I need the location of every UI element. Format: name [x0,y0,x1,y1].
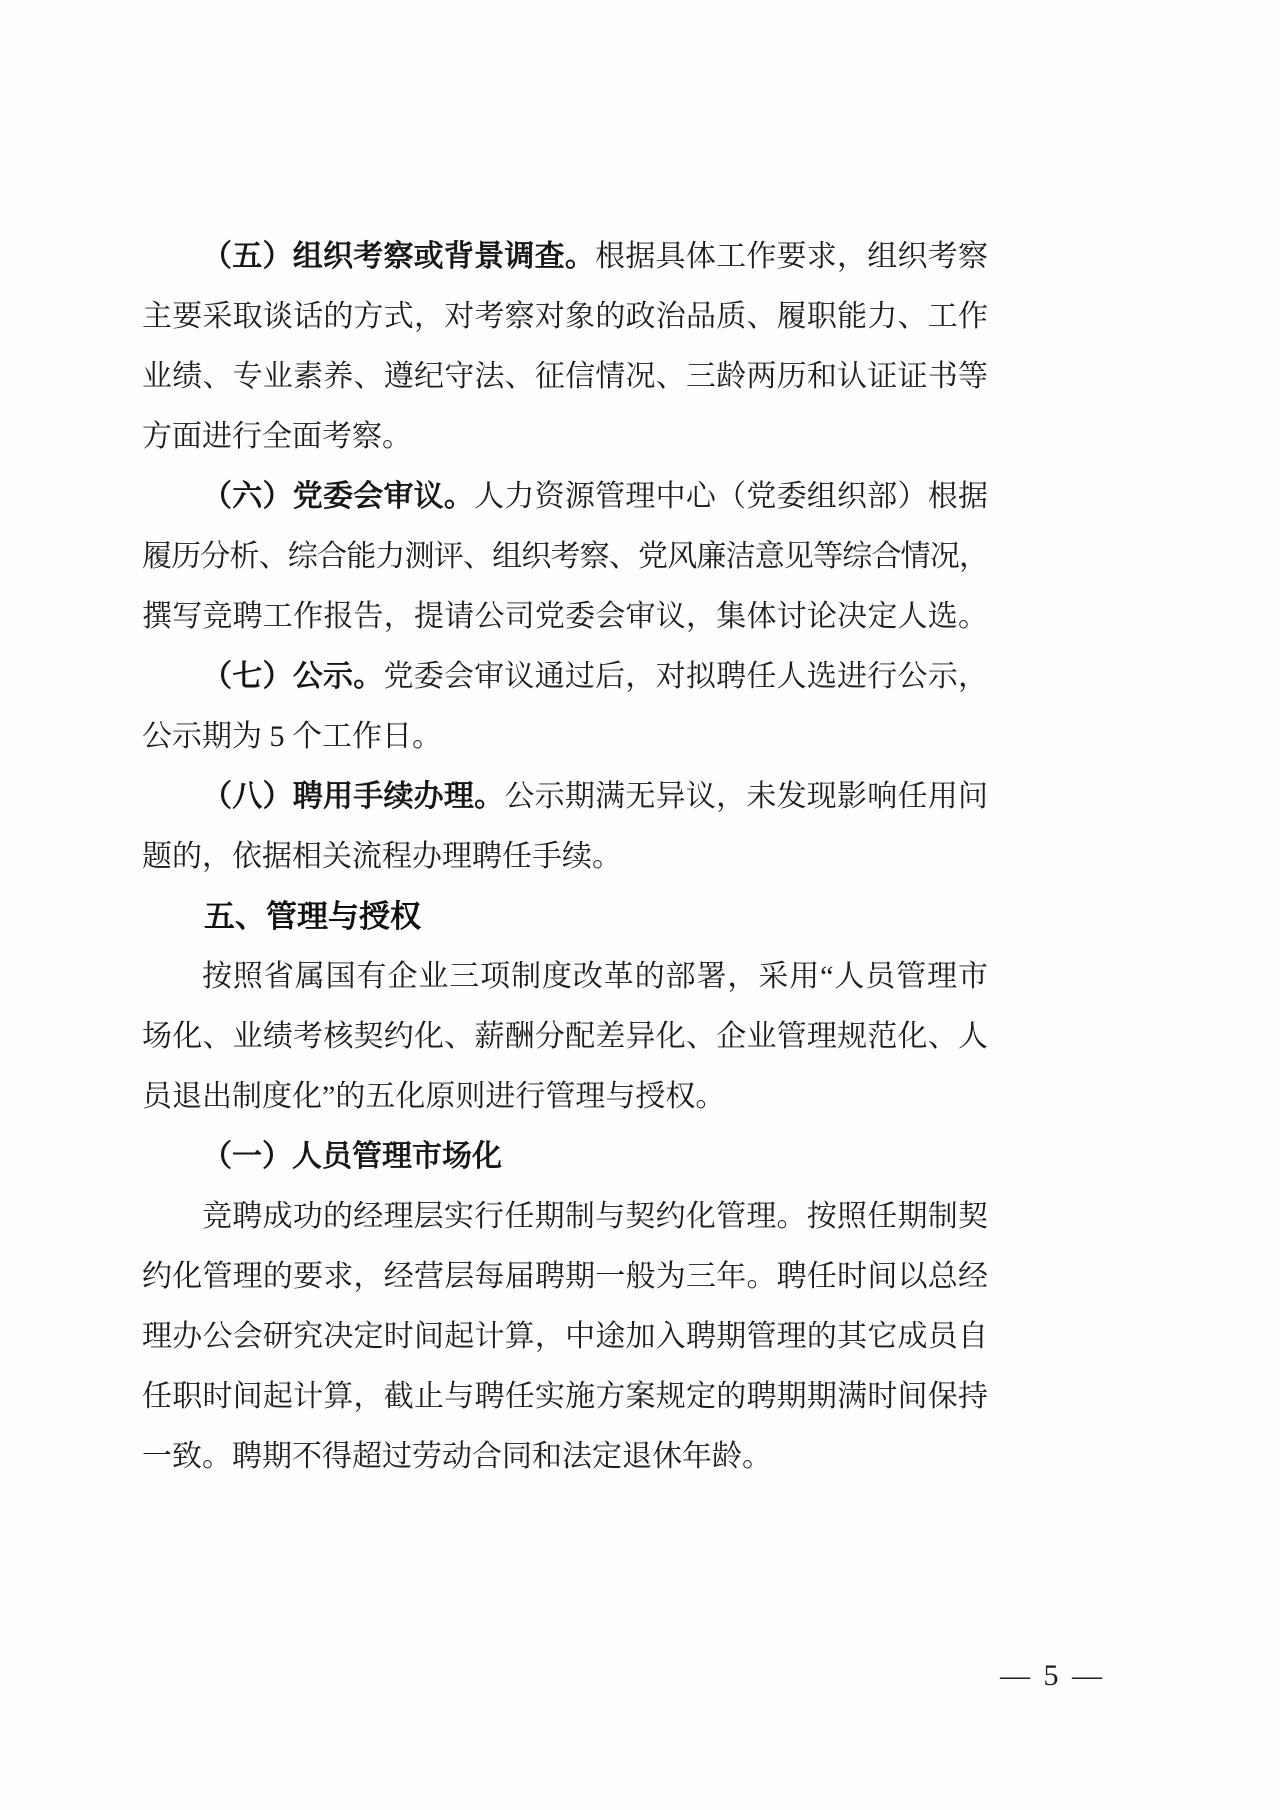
body-text: 履历分析、综合能力测评、组织考察、党风廉洁意见等综合情况， [142,540,988,573]
body-text: 主要采取谈话的方式，对考察对象的政治品质、履职能力、工作 [142,300,988,333]
text-line [142,1067,988,1127]
text-line [142,1187,988,1247]
section-heading [142,887,988,947]
text-line [142,1367,988,1427]
body-text: 场化、业绩考核契约化、薪酬分配差异化、企业管理规范化、人 [142,1020,988,1053]
page-number: — 5 — [1000,1659,1105,1692]
text-line [142,827,988,887]
text-line [142,287,988,347]
body-text: 公示期为 5 个工作日。 [142,720,442,753]
text-line [142,1427,988,1487]
text-line [142,527,988,587]
text-line [142,587,988,647]
body-text: 任职时间起计算，截止与聘任实施方案规定的聘期期满时间保持 [142,1380,988,1413]
body-text: 人力资源管理中心（党委组织部）根据 [474,480,989,513]
body-text: 党委会审议通过后，对拟聘任人选进行公示， [383,660,989,693]
text-line [142,707,988,767]
text-line [142,407,988,467]
body-text: 理办公会研究决定时间起计算，中途加入聘期管理的其它成员自 [142,1320,988,1353]
body-text: 一致。聘期不得超过劳动合同和法定退休年龄。 [142,1440,772,1473]
body-text: 题的，依据相关流程办理聘任手续。 [142,840,622,873]
body-text: 根据具体工作要求，组织考察 [595,240,989,273]
text-line [142,467,988,527]
body-text: 约化管理的要求，经营层每届聘期一般为三年。聘任时间以总经 [142,1260,988,1293]
text-line [142,1007,988,1067]
body-text: 公示期满无异议，未发现影响任用问 [504,780,989,813]
body-text: 竞聘成功的经理层实行任期制与契约化管理。按照任期制契 [202,1200,988,1233]
body-text: 按照省属国有企业三项制度改革的部署，采用“人员管理市 [202,960,988,993]
body-text: 业绩、专业素养、遵纪守法、征信情况、三龄两历和认证证书等 [142,360,988,393]
emphasis-text: （八）聘用手续办理。 [202,780,505,813]
emphasis-text: （一）人员管理市场化 [202,1140,502,1173]
emphasis-text: （六）党委会审议。 [202,480,475,513]
text-line [142,1307,988,1367]
emphasis-text: （七）公示。 [202,660,384,693]
body-text: 员退出制度化”的五化原则进行管理与授权。 [142,1080,726,1113]
body-text: 方面进行全面考察。 [142,420,412,453]
text-line [142,947,988,1007]
text-line [142,227,988,287]
text-line [142,347,988,407]
body-text: 五、管理与授权 [204,899,421,934]
text-line [142,767,988,827]
text-line [142,1127,988,1187]
body-text: 撰写竞聘工作报告，提请公司党委会审议，集体讨论决定人选。 [142,600,988,633]
emphasis-text: （五）组织考察或背景调查。 [202,240,596,273]
text-block [142,227,988,1487]
text-line [142,1247,988,1307]
text-line [142,647,988,707]
